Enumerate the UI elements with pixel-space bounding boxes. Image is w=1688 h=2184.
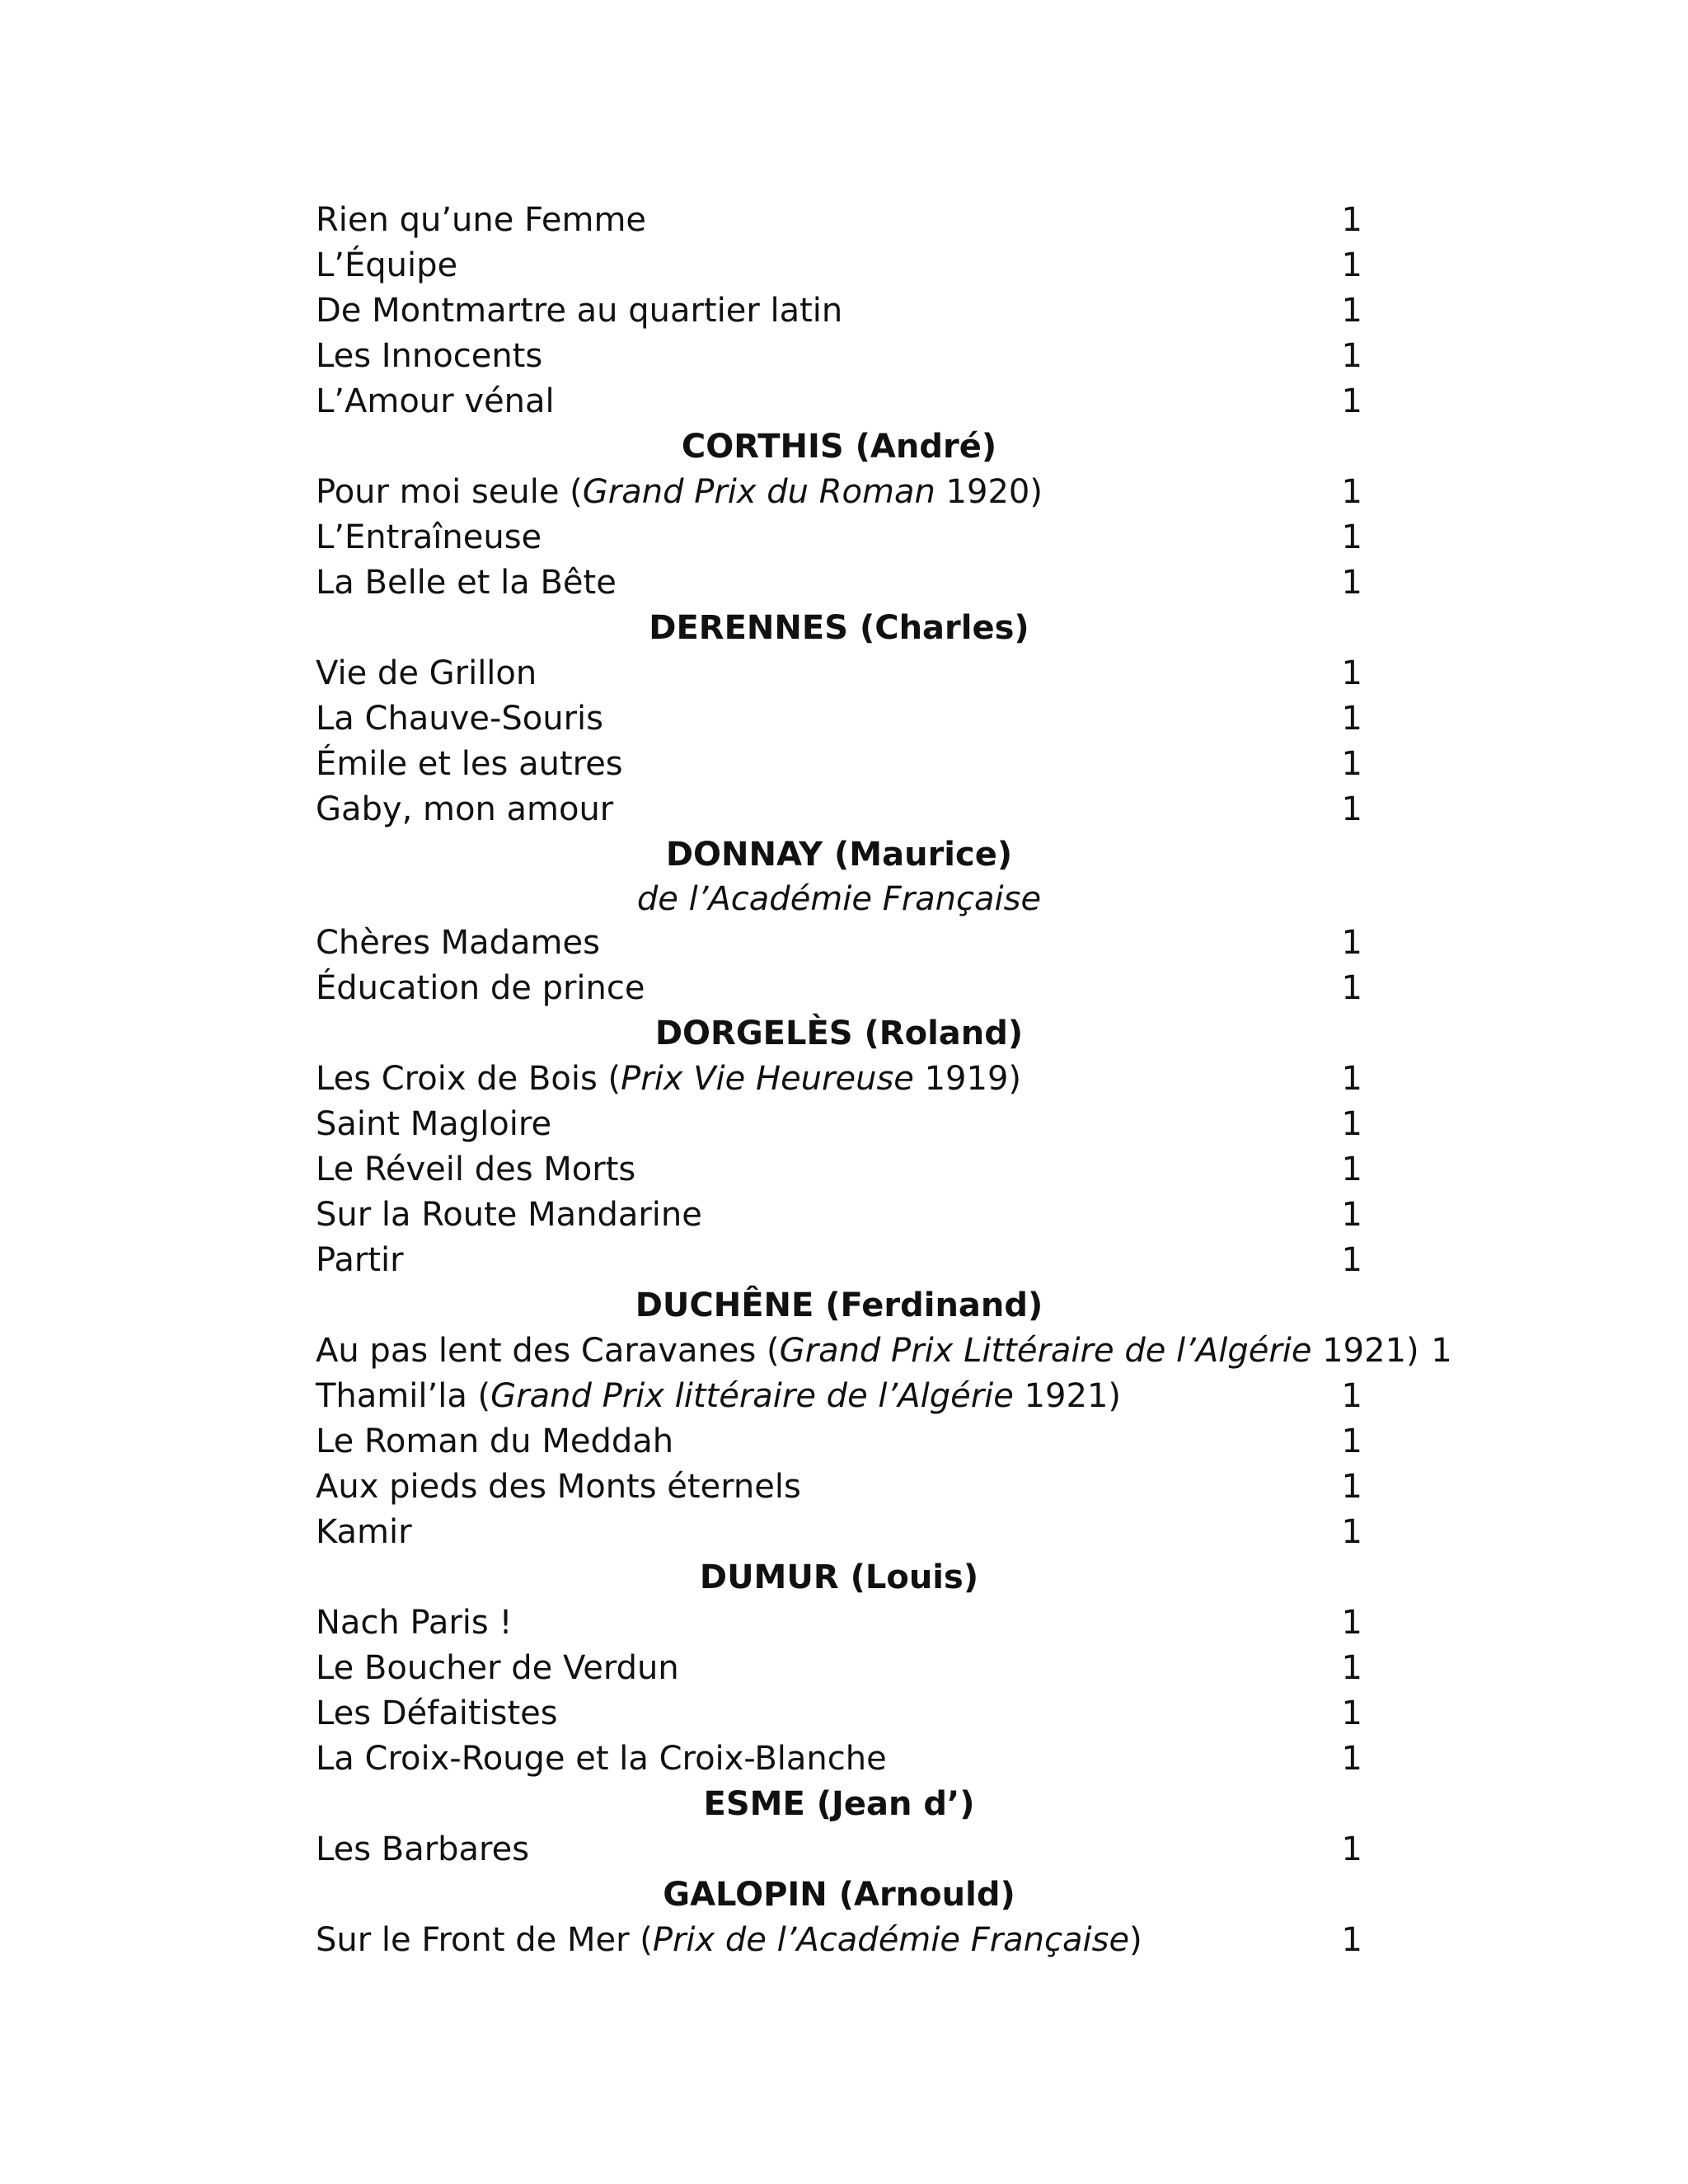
book-entry [316, 1329, 1452, 1374]
book-entry [316, 1238, 1362, 1283]
book-title [316, 1374, 1329, 1419]
volume-count: 1 [1341, 1060, 1362, 1098]
volume-count: 1 [1341, 1196, 1362, 1234]
book-title [316, 379, 1329, 424]
author-heading: DUCHÊNE (Ferdinand) [635, 1286, 1043, 1324]
book-title [316, 1691, 1329, 1736]
book-entry [316, 198, 1362, 243]
prize-name: Grand Prix littéraire de l’Algérie [490, 1377, 1014, 1415]
book-entry [316, 243, 1362, 288]
volume-count: 1 [1341, 790, 1362, 828]
book-title [316, 1646, 1329, 1691]
book-title-text: Aux pieds des Monts éternels [316, 1468, 801, 1506]
volume-count: 1 [1341, 700, 1362, 738]
prize-name: Prix de l’Académie Française [652, 1921, 1130, 1959]
book-title [316, 1918, 1329, 1963]
volume-count: 1 [1341, 564, 1362, 602]
author-heading: DORGELÈS (Roland) [654, 1015, 1024, 1052]
book-entry [316, 1374, 1362, 1419]
author-heading: CORTHIS (André) [681, 428, 997, 466]
author-heading: DERENNES (Charles) [649, 609, 1029, 647]
author-heading: GALOPIN (Arnould) [663, 1876, 1015, 1914]
author-heading: DUMUR (Louis) [699, 1558, 979, 1596]
book-title [316, 1147, 1329, 1193]
prize-year: 1920) [935, 473, 1043, 511]
book-title [316, 787, 1329, 832]
volume-count: 1 [1341, 1468, 1362, 1506]
book-entry [316, 1510, 1362, 1555]
book-title-text: Chères Madames [316, 924, 600, 962]
author-section [316, 1872, 1362, 1963]
prize-year: ) [1129, 1921, 1142, 1959]
book-entry [316, 1102, 1362, 1147]
book-title [316, 1419, 1329, 1465]
volume-count: 1 [1341, 1513, 1362, 1551]
book-title [316, 515, 1329, 560]
book-entry [316, 787, 1362, 832]
book-entry [316, 288, 1362, 334]
book-entry [316, 470, 1362, 515]
book-title [316, 243, 1329, 288]
volume-count: 1 [1341, 745, 1362, 783]
book-title-text: Thamil’la ( [316, 1377, 491, 1415]
volume-count: 1 [1341, 292, 1362, 330]
prize-year: 1921) [1311, 1332, 1419, 1370]
author-section [316, 1555, 1362, 1782]
book-title-text: Le Roman du Meddah [316, 1422, 674, 1460]
author-heading: DONNAY (Maurice) [665, 836, 1013, 874]
book-title-text: Saint Magloire [316, 1105, 552, 1143]
book-entry [316, 1918, 1362, 1963]
book-entry [316, 1419, 1362, 1465]
book-entry [316, 742, 1362, 787]
book-title-text: Kamir [316, 1513, 412, 1551]
volume-count: 1 [1341, 518, 1362, 556]
book-title [316, 334, 1329, 379]
book-entry [316, 966, 1362, 1011]
book-title-text: La Belle et la Bête [316, 564, 617, 602]
book-title-text: Partir [316, 1241, 404, 1279]
book-title [316, 470, 1329, 515]
book-title-text: Vie de Grillon [316, 654, 537, 692]
volume-count: 1 [1341, 1694, 1362, 1732]
book-title-text: Les Croix de Bois ( [316, 1060, 621, 1098]
book-title [316, 1510, 1329, 1555]
volume-count: 1 [1341, 1740, 1362, 1778]
volume-count: 1 [1341, 1241, 1362, 1279]
volume-count: 1 [1341, 201, 1362, 239]
volume-count: 1 [1341, 924, 1362, 962]
book-title-text: Gaby, mon amour [316, 790, 614, 828]
prize-name: Prix Vie Heureuse [621, 1060, 914, 1098]
book-title [316, 651, 1329, 696]
prize-name: Grand Prix du Roman [582, 473, 935, 511]
book-title-text: Nach Paris ! [316, 1604, 513, 1642]
author-note: de l’Académie Française [636, 880, 1042, 918]
volume-count: 1 [1341, 473, 1362, 511]
volume-count: 1 [1341, 1105, 1362, 1143]
book-entry [316, 1193, 1362, 1238]
book-title [316, 1827, 1329, 1872]
prize-name: Grand Prix Littéraire de l’Algérie [779, 1332, 1312, 1370]
volume-count: 1 [1341, 1604, 1362, 1642]
author-section [316, 606, 1362, 832]
book-title-text: De Montmartre au quartier latin [316, 292, 843, 330]
prize-year: 1919) [913, 1060, 1022, 1098]
book-title-text: La Chauve-Souris [316, 700, 603, 738]
volume-count: 1 [1341, 1649, 1362, 1687]
volume-count: 1 [1341, 1151, 1362, 1188]
author-section [316, 424, 1362, 606]
book-title [316, 1601, 1329, 1646]
book-entry [316, 334, 1362, 379]
volume-count: 1 [1341, 1377, 1362, 1415]
author-section [316, 832, 1362, 1011]
book-entry [316, 1465, 1362, 1510]
book-entry [316, 379, 1362, 424]
book-title-text: Les Barbares [316, 1830, 530, 1868]
author-section [316, 1782, 1362, 1872]
author-heading: ESME (Jean d’) [703, 1785, 975, 1823]
volume-count: 1 [1341, 382, 1362, 420]
book-entry [316, 696, 1362, 742]
book-entry [316, 921, 1362, 966]
prize-year: 1921) [1013, 1377, 1121, 1415]
book-title-text: Pour moi seule ( [316, 473, 583, 511]
book-title-text: Le Boucher de Verdun [316, 1649, 679, 1687]
book-title-text: Au pas lent des Caravanes ( [316, 1332, 780, 1370]
book-entry [316, 651, 1362, 696]
author-section [316, 198, 1362, 424]
book-title-text: L’Équipe [316, 246, 458, 284]
book-title [316, 1102, 1329, 1147]
volume-count: 1 [1341, 654, 1362, 692]
book-title [316, 742, 1329, 787]
book-title-text: L’Entraîneuse [316, 518, 542, 556]
book-title [316, 1193, 1329, 1238]
volume-count: 1 [1431, 1332, 1452, 1370]
book-title-text: Sur la Route Mandarine [316, 1196, 702, 1234]
author-section [316, 1283, 1452, 1555]
book-entry [316, 1691, 1362, 1736]
book-title-text: La Croix-Rouge et la Croix-Blanche [316, 1740, 887, 1778]
book-title-text: Éducation de prince [316, 969, 645, 1007]
book-title-text: Émile et les autres [316, 745, 623, 783]
book-title [316, 966, 1329, 1011]
volume-count: 1 [1341, 1921, 1362, 1959]
book-title [316, 560, 1329, 606]
book-title-text: Rien qu’une Femme [316, 201, 647, 239]
book-entry [316, 1646, 1362, 1691]
book-entry [316, 1827, 1362, 1872]
book-title [316, 1736, 1329, 1782]
book-title [316, 198, 1329, 243]
book-entry [316, 1601, 1362, 1646]
catalog-page [316, 198, 1452, 1963]
book-title [316, 1329, 1419, 1374]
book-title [316, 288, 1329, 334]
book-title-text: Sur le Front de Mer ( [316, 1921, 653, 1959]
book-title [316, 1238, 1329, 1283]
book-title [316, 696, 1329, 742]
book-title-text: Les Innocents [316, 337, 543, 375]
book-entry [316, 1736, 1362, 1782]
book-entry [316, 1147, 1362, 1193]
book-title [316, 1057, 1329, 1102]
book-title [316, 921, 1329, 966]
volume-count: 1 [1341, 246, 1362, 284]
volume-count: 1 [1341, 969, 1362, 1007]
volume-count: 1 [1341, 1422, 1362, 1460]
volume-count: 1 [1341, 1830, 1362, 1868]
book-title [316, 1465, 1329, 1510]
book-title-text: Les Défaitistes [316, 1694, 558, 1732]
book-title-text: L’Amour vénal [316, 382, 555, 420]
book-entry [316, 1057, 1362, 1102]
book-title-text: Le Réveil des Morts [316, 1151, 636, 1188]
book-entry [316, 560, 1362, 606]
book-entry [316, 515, 1362, 560]
author-section [316, 1011, 1362, 1283]
volume-count: 1 [1341, 337, 1362, 375]
